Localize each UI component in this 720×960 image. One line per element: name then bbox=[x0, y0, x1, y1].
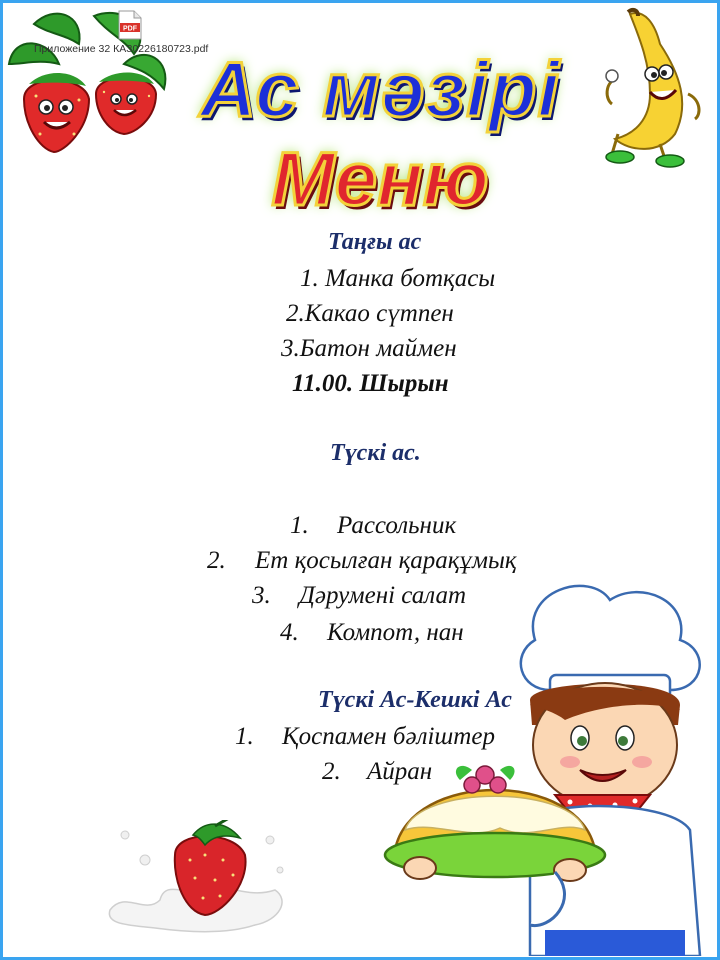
afternoon-item-2-number: 2. bbox=[322, 758, 341, 785]
strawberry-splash-clipart bbox=[105, 820, 295, 940]
title-line-2: Меню bbox=[271, 137, 489, 222]
lunch-item-2-name: Ет қосылған қарақұмық bbox=[255, 547, 517, 574]
lunch-item-4-number: 4. bbox=[280, 619, 299, 646]
lunch-item-2-number: 2. bbox=[207, 547, 226, 574]
afternoon-heading: Түскі Ас-Кешкі Ас bbox=[318, 687, 512, 713]
pdf-file-name[interactable]: Приложение 32 КАЗ0226180723.pdf bbox=[34, 43, 209, 55]
lunch-item-3-number: 3. bbox=[252, 582, 271, 609]
lunch-item-4-name: Компот, нан bbox=[327, 619, 464, 646]
pdf-icon-label: PDF bbox=[123, 25, 137, 33]
lunch-item-1-number: 1. bbox=[290, 512, 309, 539]
snack-line: 11.00. Шырын bbox=[292, 370, 449, 397]
breakfast-item-2: 2.Какао сүтпен bbox=[286, 300, 454, 327]
breakfast-item-1: 1. Манка ботқасы bbox=[300, 265, 496, 292]
breakfast-item-3: 3.Батон маймен bbox=[281, 335, 457, 362]
lunch-item-1-name: Рассольник bbox=[337, 512, 457, 539]
lunch-heading: Түскі ас. bbox=[330, 440, 421, 466]
title-line-1: Ас мәзірі bbox=[199, 45, 561, 133]
pdf-file-icon bbox=[118, 10, 142, 40]
lunch-item-3-name: Дәрумені салат bbox=[299, 582, 467, 609]
afternoon-item-1-name: Қоспамен бәліштер bbox=[282, 723, 495, 750]
afternoon-item-2-name: Айран bbox=[367, 758, 433, 785]
afternoon-item-1-number: 1. bbox=[235, 723, 254, 750]
breakfast-heading: Таңғы ас bbox=[328, 229, 422, 255]
